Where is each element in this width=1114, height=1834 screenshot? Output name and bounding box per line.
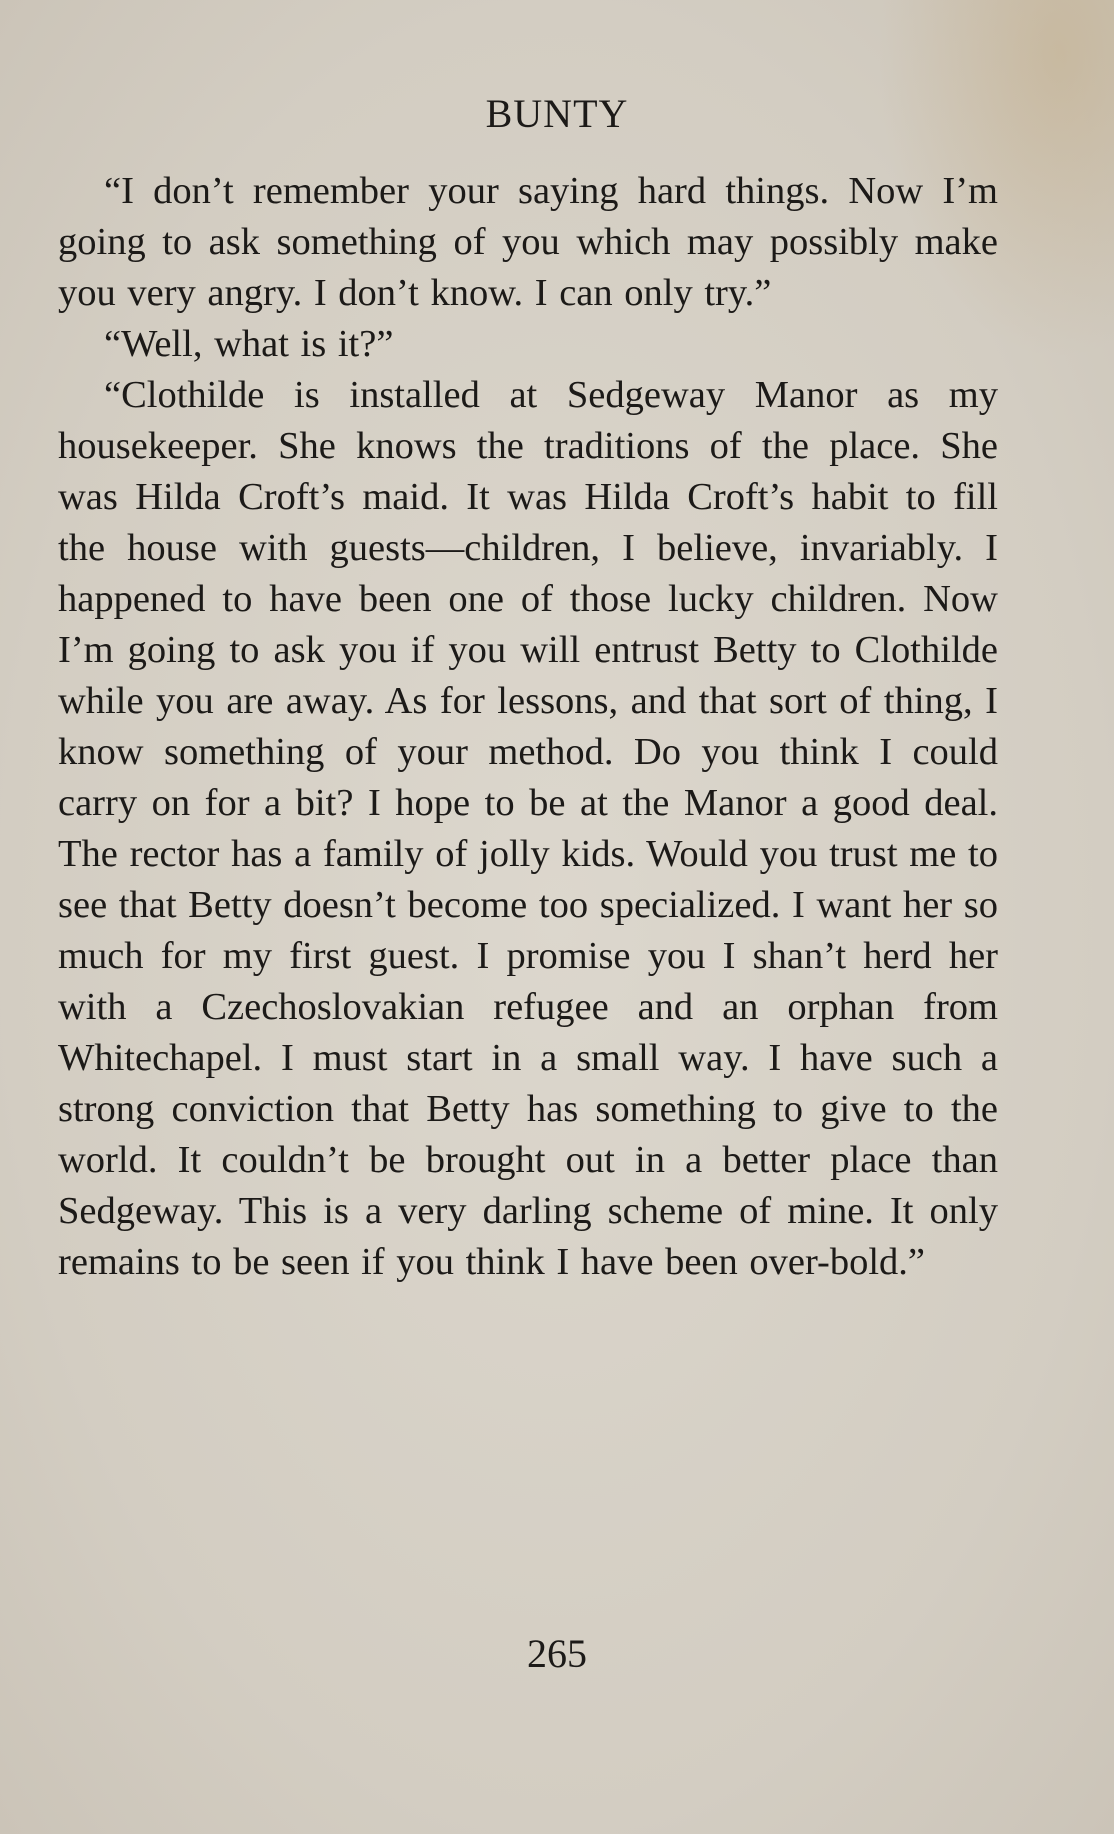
page-number: 265 <box>527 1631 587 1676</box>
body-text <box>58 166 998 1288</box>
paragraph-1: “I don’t remember your saying hard things. Now I’m going to ask something of you which may possibly make you very angry. I don’t know. I can only try.” <box>58 170 998 314</box>
paragraph-2: “Well, what is it?” <box>104 323 394 365</box>
paragraph-3: “Clothilde is installed at Sedgeway Manor as my housekeeper. She knows the traditions of the place. She was Hilda Croft’s maid. It was Hilda Croft’s habit to fill the house with guests—children, I believe, invariably. I happened to have been one of those lucky children. Now I’m going to ask you if you will entrust Betty to Clothilde while you are away. As for lessons, and that sort of thing, I know something of your method. Do you think I could carry on for a bit? I hope to be at the Manor a good deal. The rector has a family of jolly kids. Would you trust me to see that Betty doesn’t become too specialized. I want her so much for my first guest. I promise you I shan’t herd her with a Czechoslovakian refugee and an orphan from Whitechapel. I must start in a small way. I have such a strong conviction that Betty has something to give to the world. It couldn’t be brought out in a better place than Sedgeway. This is a very darling scheme of mine. It only remains to be seen if you think I have been over-bold.” <box>58 374 998 1283</box>
running-head: BUNTY <box>485 91 629 136</box>
